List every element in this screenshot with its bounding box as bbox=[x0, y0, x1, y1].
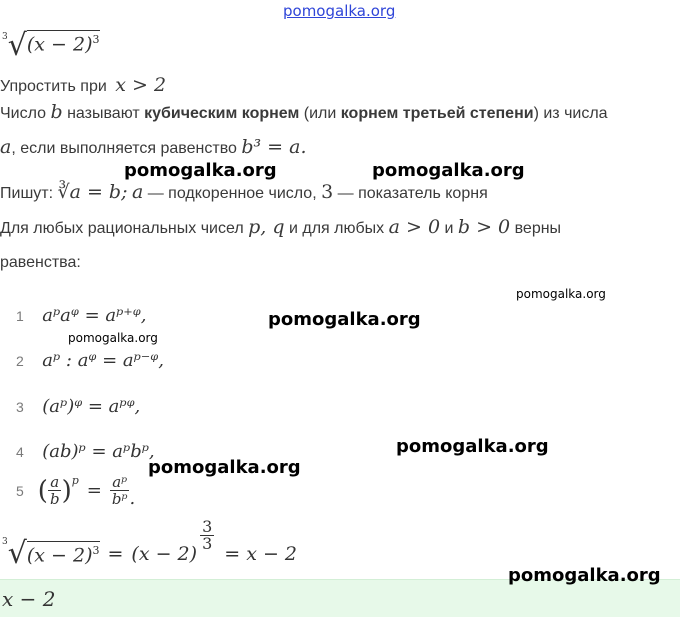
condition: x > 2 bbox=[115, 74, 167, 96]
rule-number: 1 bbox=[16, 308, 24, 324]
radicand: $(x - 2)^3$ bbox=[27, 541, 100, 566]
solution-line: 3 √ $(x - 2)^3$ = (x − 2) $\frac{3}{3}$ = x − 2 bbox=[2, 517, 298, 571]
root-index: 3 bbox=[2, 31, 8, 42]
rule-formula: aᵖaᵠ = aᵖ⁺ᵠ, bbox=[42, 305, 147, 326]
rule-number: 2 bbox=[16, 353, 24, 369]
watermark: pomogalka.org bbox=[508, 565, 661, 586]
root-index: 3 bbox=[2, 536, 8, 547]
rule-number: 3 bbox=[16, 399, 24, 415]
radicand: $(x - 2)^3$ bbox=[27, 30, 100, 55]
watermark: pomogalka.org bbox=[516, 287, 606, 301]
rule-item bbox=[16, 396, 140, 417]
watermark: pomogalka.org bbox=[372, 160, 525, 181]
rule-item bbox=[16, 350, 164, 371]
rule-item bbox=[16, 441, 155, 462]
watermark: pomogalka.org bbox=[68, 331, 158, 345]
theory-line-2: a, если выполняется равенство b³ = a. bbox=[0, 136, 307, 158]
problem-expression bbox=[2, 28, 100, 63]
answer-value: x − 2 bbox=[2, 587, 56, 611]
radical-sign: √ bbox=[7, 536, 27, 571]
theory-line-5: равенства: bbox=[0, 254, 81, 271]
rule-formula: aᵖ : aᵠ = aᵖ⁻ᵠ, bbox=[42, 350, 164, 371]
rule-formula: (ab)ᵖ = aᵖbᵖ, bbox=[42, 441, 155, 462]
watermark: pomogalka.org bbox=[396, 436, 549, 457]
simplify-line bbox=[0, 74, 166, 96]
rule-formula: (aᵖ)ᵠ = aᵖᵠ, bbox=[42, 396, 141, 417]
theory-line-4: Для любых рациональных чисел p, q и для любых a > 0 и b > 0 верны bbox=[0, 216, 562, 238]
rule-number: 5 bbox=[16, 482, 24, 499]
watermark: pomogalka.org bbox=[148, 457, 301, 478]
exponent-fraction: $\frac{3}{3}$ bbox=[202, 517, 213, 553]
theory-line-3: Пишут: ∛a = b; a — подкоренное число, 3 — показатель корня bbox=[0, 181, 488, 203]
rule-number: 4 bbox=[16, 444, 24, 460]
simplify-label: Упростить при bbox=[0, 78, 107, 95]
rule-item bbox=[16, 474, 135, 507]
radical-sign: √ bbox=[7, 28, 27, 63]
watermark-link[interactable]: pomogalka.org bbox=[283, 2, 396, 20]
theory-line-1: Число b называют кубическим корнем (или корнем третьей степени) из числа bbox=[0, 101, 608, 123]
watermark: pomogalka.org bbox=[124, 160, 277, 181]
watermark: pomogalka.org bbox=[268, 309, 421, 330]
rule-item bbox=[16, 305, 146, 326]
rule-formula: ( $\frac{a}{b}$ ) $^p$ = $\frac{\text{aᵖ}}{\text{bᵖ}}$ . bbox=[37, 473, 136, 509]
